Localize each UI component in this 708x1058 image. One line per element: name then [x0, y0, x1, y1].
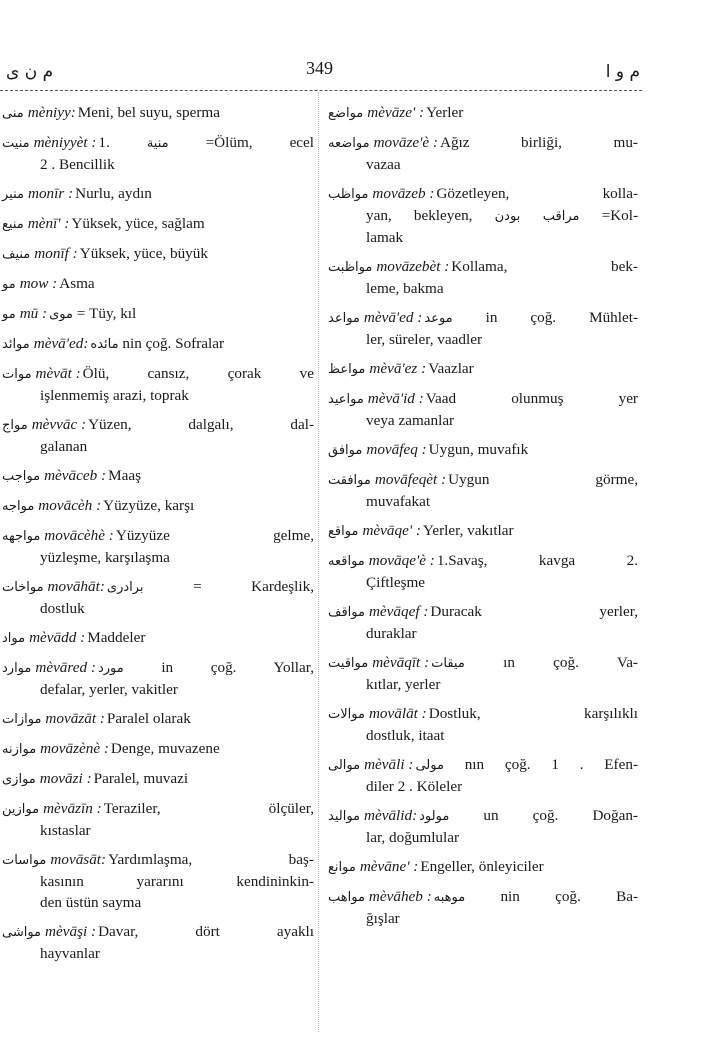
- definition-continuation: işlenmemiş arazi, toprak: [40, 387, 189, 404]
- entry-arabic-headword: موالات: [328, 707, 365, 722]
- entry-transliteration: mènī' :: [27, 215, 70, 232]
- dictionary-entry: [328, 132, 638, 175]
- definition-arabic-word: مولی: [415, 758, 444, 773]
- entry-definition: [94, 768, 314, 789]
- definition-continuation: veya zamanlar: [366, 412, 455, 429]
- entry-transliteration: monīr :: [27, 185, 74, 202]
- entry-definition: [88, 414, 314, 435]
- definition-text: 1.Savaş, kavga 2.: [436, 552, 638, 569]
- entry-arabic-headword: مواعد: [328, 311, 360, 326]
- entry-transliteration: mèvāze' :: [367, 104, 425, 121]
- entry-arabic-headword: مواقیت: [328, 656, 369, 671]
- entry-transliteration: movāzebèt :: [376, 258, 450, 275]
- definition-continuation: ler, süreler, vaadler: [366, 331, 482, 348]
- definition-text: yan, bekleyen,: [366, 207, 473, 224]
- dictionary-entry: [328, 256, 638, 299]
- entry-transliteration: mèvāzīn :: [43, 800, 102, 817]
- entry-definition: [98, 132, 314, 154]
- definition-text: nin çoğ. Ba-: [500, 888, 638, 905]
- entry-definition: [428, 358, 638, 379]
- entry-transliteration: movāfeq :: [366, 441, 427, 458]
- entry-arabic-headword: منیر: [2, 187, 24, 202]
- definition-text: Kollama, bek-: [451, 258, 638, 275]
- dictionary-entry: [328, 307, 638, 350]
- entry-transliteration: movāzāt :: [45, 710, 105, 727]
- entry-definition: [448, 469, 638, 490]
- definition-arabic-word: برادری: [106, 580, 144, 595]
- entry-transliteration: movāze'è :: [373, 134, 438, 151]
- entry-arabic-headword: مو: [2, 277, 16, 292]
- dictionary-entry: [2, 576, 314, 619]
- entry-arabic-headword: منیع: [2, 217, 24, 232]
- entry-arabic-headword: موازین: [2, 802, 40, 817]
- definition-text: Duracak yerler,: [430, 603, 638, 620]
- definition-text: in çoğ. Mühlet-: [485, 309, 638, 326]
- definition-arabic-word: موهبه: [433, 890, 466, 905]
- entry-arabic-headword: مواجه: [2, 499, 35, 514]
- dictionary-entry: [328, 886, 638, 929]
- definition-continuation: muvafakat: [366, 493, 431, 510]
- entry-arabic-headword: منی: [2, 106, 24, 121]
- definition-text: Uygun, muvafık: [428, 441, 529, 458]
- definition-text: Asma: [59, 275, 95, 292]
- dictionary-entry: [2, 465, 314, 487]
- definition-text: Nurlu, aydın: [75, 185, 152, 202]
- definition-arabic-word: مولود: [419, 809, 450, 824]
- entry-transliteration: mèvā'ed:: [33, 335, 89, 352]
- definition-continuation: vazaa: [366, 156, 401, 173]
- definition-text: in çoğ. Yollar,: [161, 659, 314, 676]
- entry-arabic-headword: مواجهه: [2, 529, 41, 544]
- dictionary-entry: [2, 768, 314, 790]
- definition-text: =Kol-: [601, 207, 639, 224]
- entry-definition: [440, 132, 638, 153]
- definition-text: Yardımlaşma, baş-: [108, 851, 314, 868]
- entry-definition: [451, 256, 638, 277]
- header-rule: [0, 90, 642, 91]
- entry-definition: [49, 303, 314, 325]
- definition-continuation: diler 2 . Köleler: [366, 778, 463, 795]
- definition-text: Vaad olunmuş yer: [425, 390, 638, 407]
- dictionary-entry: [2, 102, 314, 124]
- dictionary-entry: [2, 849, 314, 913]
- entry-definition: [111, 738, 314, 759]
- definition-text: Dostluk, karşılıklı: [428, 705, 638, 722]
- entry-transliteration: mèvāt :: [35, 365, 81, 382]
- definition-text: Meni, bel suyu, sperma: [77, 104, 220, 121]
- definition-text: nın çoğ. 1 . Efen-: [464, 756, 638, 773]
- dictionary-entry: [2, 414, 314, 457]
- dictionary-entry: [328, 520, 638, 542]
- entry-transliteration: movāsāt:: [50, 851, 107, 868]
- dictionary-entry: [2, 303, 314, 325]
- entry-transliteration: mèvāheb :: [368, 888, 432, 905]
- definition-text: Yüzen, dalgalı, dal-: [88, 416, 314, 433]
- entry-definition: [429, 703, 638, 724]
- entry-transliteration: mèniyyèt :: [33, 134, 97, 151]
- entry-definition: [116, 525, 314, 546]
- entry-transliteration: movālāt :: [368, 705, 427, 722]
- definition-text: Yüksek, yüce, büyük: [79, 245, 208, 262]
- left-column: [2, 102, 314, 972]
- definition-continuation: yüzleşme, karşılaşma: [40, 549, 170, 566]
- dictionary-entry: [2, 243, 314, 265]
- definition-continuation: 2 . Bencillik: [40, 156, 115, 173]
- definition-text: un çoğ. Doğan-: [483, 807, 638, 824]
- entry-transliteration: movācèh :: [38, 497, 102, 514]
- entry-arabic-headword: مواقعه: [328, 554, 365, 569]
- definition-continuation: dostluk, itaat: [366, 727, 445, 744]
- definition-text: Maaş: [108, 467, 141, 484]
- header-left-letters: م ن ی: [6, 62, 54, 82]
- definition-text: =Ölüm, ecel: [205, 134, 315, 151]
- definition-text: Yerler: [426, 104, 464, 121]
- entry-transliteration: monīf :: [34, 245, 78, 262]
- dictionary-entry: [2, 921, 314, 964]
- entry-arabic-headword: مواجب: [2, 469, 41, 484]
- entry-definition: [103, 495, 314, 516]
- entry-arabic-headword: موالید: [328, 809, 360, 824]
- definition-continuation: defalar, yerler, vakitler: [40, 681, 178, 698]
- entry-definition: [78, 102, 314, 123]
- entry-arabic-headword: مواشی: [2, 925, 42, 940]
- dictionary-entry: [328, 754, 638, 797]
- entry-definition: [426, 388, 638, 409]
- entry-definition: [59, 273, 314, 294]
- definition-continuation: ğışlar: [366, 910, 400, 927]
- entry-arabic-headword: مواظب: [328, 187, 369, 202]
- dictionary-entry: [2, 333, 314, 355]
- entry-definition: [426, 102, 638, 123]
- entry-transliteration: mèvā'id :: [367, 390, 424, 407]
- entry-transliteration: mèvā'ez :: [369, 360, 427, 377]
- definition-text: Maddeler: [87, 629, 146, 646]
- entry-arabic-headword: موات: [2, 367, 32, 382]
- definition-text: Vaazlar: [428, 360, 474, 377]
- definition-arabic-word: میقات: [431, 656, 465, 671]
- entry-definition: [108, 465, 314, 486]
- dictionary-entry: [328, 183, 638, 248]
- entry-arabic-headword: مو: [2, 307, 16, 322]
- page-number: 349: [306, 58, 333, 78]
- entry-arabic-headword: مواقف: [328, 605, 365, 620]
- entry-definition: [415, 754, 638, 776]
- entry-arabic-headword: موالی: [328, 758, 361, 773]
- entry-transliteration: mèniyy:: [27, 104, 76, 121]
- definition-text: Yerler, vakıtlar: [422, 522, 514, 539]
- entry-arabic-headword: موافقت: [328, 473, 371, 488]
- definition-text: Ağız birliği, mu-: [439, 134, 638, 151]
- column-divider: [318, 92, 319, 1032]
- definition-text: Gözetleyen, kolla-: [436, 185, 638, 202]
- definition-text: = Kardeşlik,: [193, 578, 314, 595]
- entry-arabic-headword: مواقع: [328, 524, 359, 539]
- dictionary-entry: [328, 358, 638, 380]
- entry-arabic-headword: موافق: [328, 443, 363, 458]
- definition-continuation: leme, bakma: [366, 280, 444, 297]
- definition-continuation: [328, 205, 638, 227]
- entry-definition: [431, 652, 638, 674]
- entry-transliteration: mèvālid:: [364, 807, 418, 824]
- entry-definition: [83, 363, 314, 384]
- definition-continuation: kıstaslar: [40, 822, 91, 839]
- dictionary-entry: [328, 550, 638, 593]
- definition-text: Davar, dört ayaklı: [98, 923, 314, 940]
- definition-text: Paralel, muvazi: [93, 770, 189, 787]
- entry-arabic-headword: منیت: [2, 136, 30, 151]
- entry-transliteration: mèvāşi :: [45, 923, 97, 940]
- entry-transliteration: mèvāred :: [35, 659, 96, 676]
- dictionary-entry: [2, 132, 314, 175]
- definition-continuation: lar, doğumlular: [366, 829, 460, 846]
- entry-transliteration: mèvāqe' :: [362, 522, 421, 539]
- entry-definition: [434, 886, 638, 908]
- definition-arabic-word: مائده: [90, 337, 119, 352]
- definition-continuation: lamak: [366, 229, 404, 246]
- dictionary-entry: [2, 525, 314, 568]
- definition-text: Denge, muvazene: [110, 740, 220, 757]
- entry-arabic-headword: مواضعه: [328, 136, 370, 151]
- definition-arabic-word: مراقب بودن: [494, 209, 580, 224]
- definition-text: Uygun görme,: [448, 471, 638, 488]
- entry-definition: [104, 798, 314, 819]
- definition-continuation: Çiftleşme: [366, 574, 426, 591]
- definition-text: Ölü, cansız, çorak ve: [82, 365, 314, 382]
- definition-arabic-word: منیة: [146, 136, 169, 151]
- definition-text: nin çoğ. Sofralar: [122, 335, 225, 352]
- dictionary-entry: [2, 708, 314, 730]
- dictionary-entry: [2, 657, 314, 700]
- dictionary-entry: [328, 805, 638, 848]
- entry-definition: [430, 601, 638, 622]
- definition-text: = Tüy, kıl: [76, 305, 137, 322]
- definition-text: Yüzyüze gelme,: [115, 527, 314, 544]
- entry-definition: [419, 805, 638, 827]
- definition-text: Teraziler, ölçüler,: [103, 800, 314, 817]
- entry-arabic-headword: منیف: [2, 247, 31, 262]
- entry-definition: [423, 520, 638, 541]
- entry-definition: [107, 576, 314, 598]
- entry-transliteration: mèvā'ed :: [363, 309, 423, 326]
- dictionary-entry: [328, 469, 638, 512]
- entry-definition: [98, 657, 314, 679]
- entry-transliteration: movācèhè :: [44, 527, 114, 544]
- entry-transliteration: mèvvāc :: [31, 416, 87, 433]
- right-column: [328, 102, 638, 937]
- entry-arabic-headword: موازی: [2, 772, 36, 787]
- entry-definition: [98, 921, 314, 942]
- entry-arabic-headword: مواعید: [328, 392, 364, 407]
- entry-transliteration: mèvāqef :: [368, 603, 429, 620]
- entry-arabic-headword: مواهب: [328, 890, 365, 905]
- entry-definition: [71, 213, 314, 234]
- entry-arabic-headword: مواد: [2, 631, 26, 646]
- entry-definition: [424, 307, 638, 329]
- definition-text: ın çoğ. Va-: [503, 654, 638, 671]
- definition-continuation: dostluk: [40, 600, 85, 617]
- entry-arabic-headword: مواظبت: [328, 260, 373, 275]
- entry-transliteration: mèvāceb :: [44, 467, 107, 484]
- entry-transliteration: mèvāqīt :: [372, 654, 430, 671]
- page-header: [0, 58, 708, 88]
- entry-arabic-headword: موازات: [2, 712, 42, 727]
- definition-text: Engeller, önleyiciler: [420, 858, 544, 875]
- definition-prefix: 1.: [98, 134, 110, 151]
- entry-arabic-headword: مواضع: [328, 106, 364, 121]
- dictionary-entry: [328, 856, 638, 878]
- definition-continuation: galanan: [40, 438, 88, 455]
- entry-definition: [107, 708, 314, 729]
- dictionary-entry: [2, 627, 314, 649]
- definition-continuation: kıtlar, yerler: [366, 676, 441, 693]
- definition-arabic-word: موی: [49, 307, 73, 322]
- entry-definition: [420, 856, 638, 877]
- entry-transliteration: movāqe'è :: [368, 552, 435, 569]
- definition-continuation: hayvanlar: [40, 945, 100, 962]
- entry-transliteration: mèvāne' :: [359, 858, 419, 875]
- entry-transliteration: movāfeqèt :: [374, 471, 447, 488]
- entry-definition: [436, 183, 638, 204]
- entry-transliteration: mèvāli :: [364, 756, 414, 773]
- header-right-letters: م و ا: [605, 62, 640, 82]
- definition-arabic-word: مورد: [97, 661, 124, 676]
- definition-continuation: kasının yararını kendininkin-: [40, 873, 314, 890]
- dictionary-entry: [2, 798, 314, 841]
- entry-transliteration: movāzi :: [39, 770, 92, 787]
- dictionary-entry: [2, 495, 314, 517]
- dictionary-entry: [328, 703, 638, 746]
- dictionary-entry: [328, 102, 638, 124]
- dictionary-entry: [328, 439, 638, 461]
- dictionary-entry: [2, 363, 314, 406]
- entry-definition: [108, 849, 314, 870]
- entry-definition: [429, 439, 638, 460]
- definition-continuation: den üstün sayma: [40, 894, 142, 911]
- dictionary-entry: [328, 652, 638, 695]
- entry-arabic-headword: مواسات: [2, 853, 47, 868]
- entry-arabic-headword: موانع: [328, 860, 356, 875]
- entry-arabic-headword: موائد: [2, 337, 30, 352]
- entry-transliteration: movāzènè :: [40, 740, 109, 757]
- entry-transliteration: movāzeb :: [372, 185, 435, 202]
- entry-definition: [437, 550, 638, 571]
- definition-text: Paralel olarak: [106, 710, 191, 727]
- entry-transliteration: mow :: [19, 275, 58, 292]
- dictionary-entry: [2, 738, 314, 760]
- entry-arabic-headword: موارد: [2, 661, 32, 676]
- entry-arabic-headword: مواخات: [2, 580, 44, 595]
- definition-continuation: duraklar: [366, 625, 417, 642]
- dictionary-entry: [2, 273, 314, 295]
- entry-arabic-headword: مواعظ: [328, 362, 366, 377]
- entry-definition: [87, 627, 314, 648]
- definition-text: Yüzyüze, karşı: [103, 497, 195, 514]
- dictionary-entry: [328, 601, 638, 644]
- entry-definition: [80, 243, 314, 264]
- dictionary-entry: [2, 213, 314, 235]
- entry-arabic-headword: مواج: [2, 418, 28, 433]
- entry-arabic-headword: موازنه: [2, 742, 37, 757]
- dictionary-entry: [328, 388, 638, 431]
- definition-arabic-word: موعد: [424, 311, 453, 326]
- entry-transliteration: mū :: [19, 305, 48, 322]
- definition-text: Yüksek, yüce, sağlam: [71, 215, 205, 232]
- entry-definition: [90, 333, 314, 355]
- dictionary-entry: [2, 183, 314, 205]
- entry-transliteration: mèvādd :: [29, 629, 86, 646]
- entry-definition: [75, 183, 314, 204]
- entry-transliteration: movāhāt:: [47, 578, 105, 595]
